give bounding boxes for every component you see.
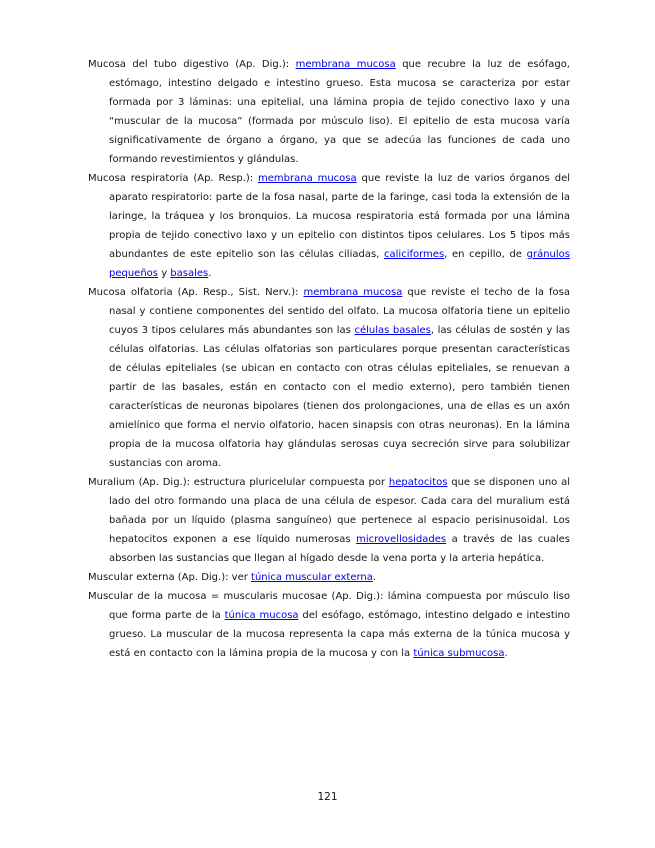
- glossary-entry-muralium: [88, 473, 570, 568]
- entry-text: .: [504, 648, 508, 659]
- term-link[interactable]: túnica muscular externa: [251, 572, 373, 583]
- term-link[interactable]: caliciformes: [384, 249, 445, 260]
- entry-text: que reviste el techo de la fosa nasal y contiene componentes del sentido del olfato. La mucosa olfatoria tiene un epitelio cuyos 3 tipos celulares más abundantes son las: [109, 287, 571, 336]
- entry-text: , en cepillo, de: [444, 249, 527, 260]
- term-link[interactable]: basales: [170, 268, 209, 279]
- entry-text: que reviste la luz de varios órganos del aparato respiratorio: parte de la fosa nasal, parte de la faringe, casi toda la extensión de la laringe, la tráquea y los bronquios. La mucosa respiratoria está formada por una lámina propia de tejido conectivo laxo y un epitelio con distintos tipos celulares. Los 5 tipos más abundantes de este epitelio son las células ciliadas,: [109, 173, 570, 260]
- term-link[interactable]: membrana mucosa: [303, 287, 403, 298]
- entry-text: a través de las cuales absorben las sustancias que llegan al hígado desde la vena porta y la arteria hepática.: [109, 534, 571, 564]
- term-link[interactable]: hepatocitos: [388, 477, 448, 488]
- entry-text: del esófago, estómago, intestino delgado e intestino grueso. La muscular de la mucosa representa la capa más externa de la túnica mucosa y está en contacto con la lámina propia de la mucosa y con la: [109, 610, 570, 659]
- entry-text: Mucosa olfatoria (Ap. Resp., Sist. Nerv.):: [88, 287, 304, 298]
- term-link[interactable]: membrana mucosa: [258, 173, 357, 184]
- entry-text: Mucosa del tubo digestivo (Ap. Dig.):: [88, 59, 296, 70]
- term-link[interactable]: túnica mucosa: [224, 610, 299, 621]
- page-number: 121: [317, 791, 338, 803]
- glossary-entry-muscular-externa: [88, 568, 570, 587]
- entry-text: Muscular de la mucosa = muscularis mucosae (Ap. Dig.): lámina compuesta por músculo liso que forma parte de la: [88, 591, 570, 621]
- term-link[interactable]: gránulos pequeños: [109, 249, 570, 279]
- glossary-entry-mucosa-respiratoria: [88, 169, 570, 283]
- glossary-entry-mucosa-olfatoria: [88, 283, 570, 473]
- glossary-entry-muscular-de-la-mucosa: [88, 587, 570, 663]
- entry-text: .: [372, 572, 377, 583]
- entry-text: que se disponen uno al lado del otro formando una placa de una célula de espesor. Cada cara del muralium está bañada por un líquido (plasma sanguíneo) que pertenece al espacio perisinusoidal. Los hepatocitos exponen a ese líquido numerosas: [109, 477, 570, 545]
- glossary-entries: [88, 55, 570, 663]
- entry-text: Mucosa respiratoria (Ap. Resp.):: [88, 173, 259, 184]
- term-link[interactable]: membrana mucosa: [295, 59, 396, 70]
- entry-text: y: [158, 268, 171, 279]
- entry-text: que recubre la luz de esófago, estómago, intestino delgado e intestino grueso. Esta mucosa se caracteriza por estar formada por 3 láminas: una epitelial, una lámina propia de tejido conectivo laxo y una “muscular de la mucosa” (formada por músculo liso). El epitelio de esta mucosa varía significativamente de órgano a órgano, ya que se adecúa las funciones de cada uno formando revestimientos y glándulas.: [109, 59, 570, 165]
- term-link[interactable]: células basales: [354, 325, 431, 336]
- term-link[interactable]: túnica submucosa: [413, 648, 505, 659]
- entry-text: .: [208, 268, 212, 279]
- glossary-entry-mucosa-del-tubo-digestivo: [88, 55, 570, 169]
- term-link[interactable]: microvellosidades: [356, 534, 447, 545]
- entry-text: , las células de sostén y las células olfatorias. Las células olfatorias son particulares porque presentan características de células epiteliales (se ubican en contacto con otras células epiteliales, se renuevan a partir de las basales, están en contacto con el medio externo), pero también tienen características de neuronas bipolares (tienen dos prolongaciones, una de ellas es un axón amielínico que forma el nervio olfatorio, hacen sinapsis con otras neuronas). En la lámina propia de la mucosa olfatoria hay glándulas serosas cuya secreción sirve para solubilizar sustancias con aroma.: [109, 325, 571, 469]
- entry-text: Muscular externa (Ap. Dig.): ver: [88, 572, 252, 583]
- entry-text: Muralium (Ap. Dig.): estructura pluricelular compuesta por: [88, 477, 389, 488]
